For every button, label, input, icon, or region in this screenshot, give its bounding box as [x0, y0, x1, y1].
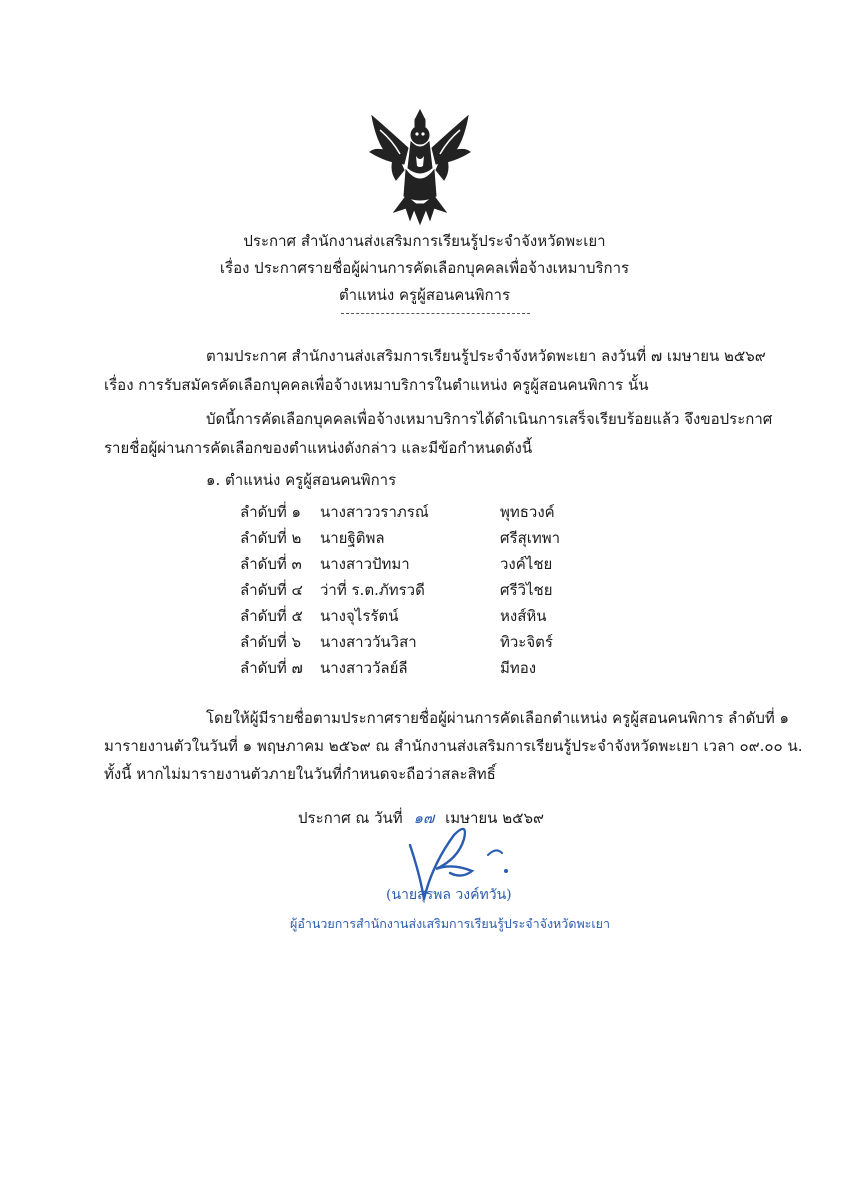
candidate-name: นางจุไรรัตน์ [320, 607, 399, 625]
candidate-name: นางสาววราภรณ์ [320, 503, 429, 521]
paragraph-2-line-1: บัดนี้การคัดเลือกบุคคลเพื่อจ้างเหมาบริการได้ดำเนินการเสร็จเรียบร้อยแล้ว จึงขอประกาศ [206, 410, 773, 428]
paragraph-3-line-2: มารายงานตัวในวันที่ ๑ พฤษภาคม ๒๕๖๙ ณ สำนักงานส่งเสริมการเรียนรู้ประจำจังหวัดพะเยา เวลา ๐๙.๐๐ น. [104, 737, 803, 755]
date-prefix: ประกาศ ณ วันที่ [298, 809, 403, 827]
candidate-surname: พุทธวงค์ [500, 503, 555, 521]
candidate-surname: วงค์ไชย [500, 555, 553, 573]
candidate-rank: ลำดับที่ ๖ [240, 633, 302, 651]
candidate-surname: ศรีวิไชย [500, 581, 553, 599]
candidate-rank: ลำดับที่ ๑ [240, 503, 302, 521]
date-suffix: เมษายน ๒๕๖๙ [445, 809, 544, 827]
candidate-rank: ลำดับที่ ๗ [240, 659, 303, 677]
announcement-position: ตำแหน่ง ครูผู้สอนคนพิการ [338, 286, 511, 304]
candidate-name: นางสาววันวิสา [320, 633, 417, 651]
candidate-surname: ศรีสุเทพา [500, 529, 561, 547]
signer-name: (นายสุรพล วงค์ทวัน) [386, 887, 512, 903]
candidate-name: นางสาววัลย์ลี [320, 659, 408, 677]
paragraph-3-line-3: ทั้งนี้ หากไม่มารายงานตัวภายในวันที่กำหนดจะถือว่าสละสิทธิ์ [104, 765, 496, 783]
section-heading: ๑. ตำแหน่ง ครูผู้สอนคนพิการ [206, 471, 397, 489]
announcement-subject: เรื่อง ประกาศรายชื่อผู้ผ่านการคัดเลือกบุคคลเพื่อจ้างเหมาบริการ [219, 259, 630, 277]
candidate-rank: ลำดับที่ ๕ [240, 607, 303, 625]
header-divider [341, 313, 530, 314]
paragraph-2-line-2: รายชื่อผู้ผ่านการคัดเลือกของตำแหน่งดังกล่าว และมีข้อกำหนดดังนี้ [104, 439, 533, 457]
candidate-surname: หงส์หิน [500, 607, 547, 625]
paragraph-1-line-2: เรื่อง การรับสมัครคัดเลือกบุคคลเพื่อจ้างเหมาบริการในตำแหน่ง ครูผู้สอนคนพิการ นั้น [104, 376, 649, 394]
paragraph-1-line-1: ตามประกาศ สำนักงานส่งเสริมการเรียนรู้ประจำจังหวัดพะเยา ลงวันที่ ๗ เมษายน ๒๕๖๙ [206, 347, 766, 365]
candidate-rank: ลำดับที่ ๓ [240, 555, 302, 573]
signer-position: ผู้อำนวยการสำนักงานส่งเสริมการเรียนรู้ประจำจังหวัดพะเยา [290, 916, 611, 931]
garuda-emblem-icon [366, 108, 474, 226]
candidate-name: นางสาวปัทมา [320, 555, 410, 573]
candidate-surname: ทิวะจิตร์ [500, 633, 553, 651]
paragraph-3-line-1: โดยให้ผู้มีรายชื่อตามประกาศรายชื่อผู้ผ่านการคัดเลือกตำแหน่ง ครูผู้สอนคนพิการ ลำดับที่ ๑ [206, 709, 790, 727]
candidate-name: นายฐิติพล [320, 529, 385, 547]
candidate-rank: ลำดับที่ ๒ [240, 529, 302, 547]
date-day-handwritten: ๑๗ [413, 809, 435, 827]
candidate-surname: มีทอง [500, 659, 537, 677]
candidate-rank: ลำดับที่ ๔ [240, 581, 303, 599]
announcement-title: ประกาศ สำนักงานส่งเสริมการเรียนรู้ประจำจังหวัดพะเยา [243, 232, 606, 250]
candidate-name: ว่าที่ ร.ต.ภัทรวดี [320, 581, 425, 599]
